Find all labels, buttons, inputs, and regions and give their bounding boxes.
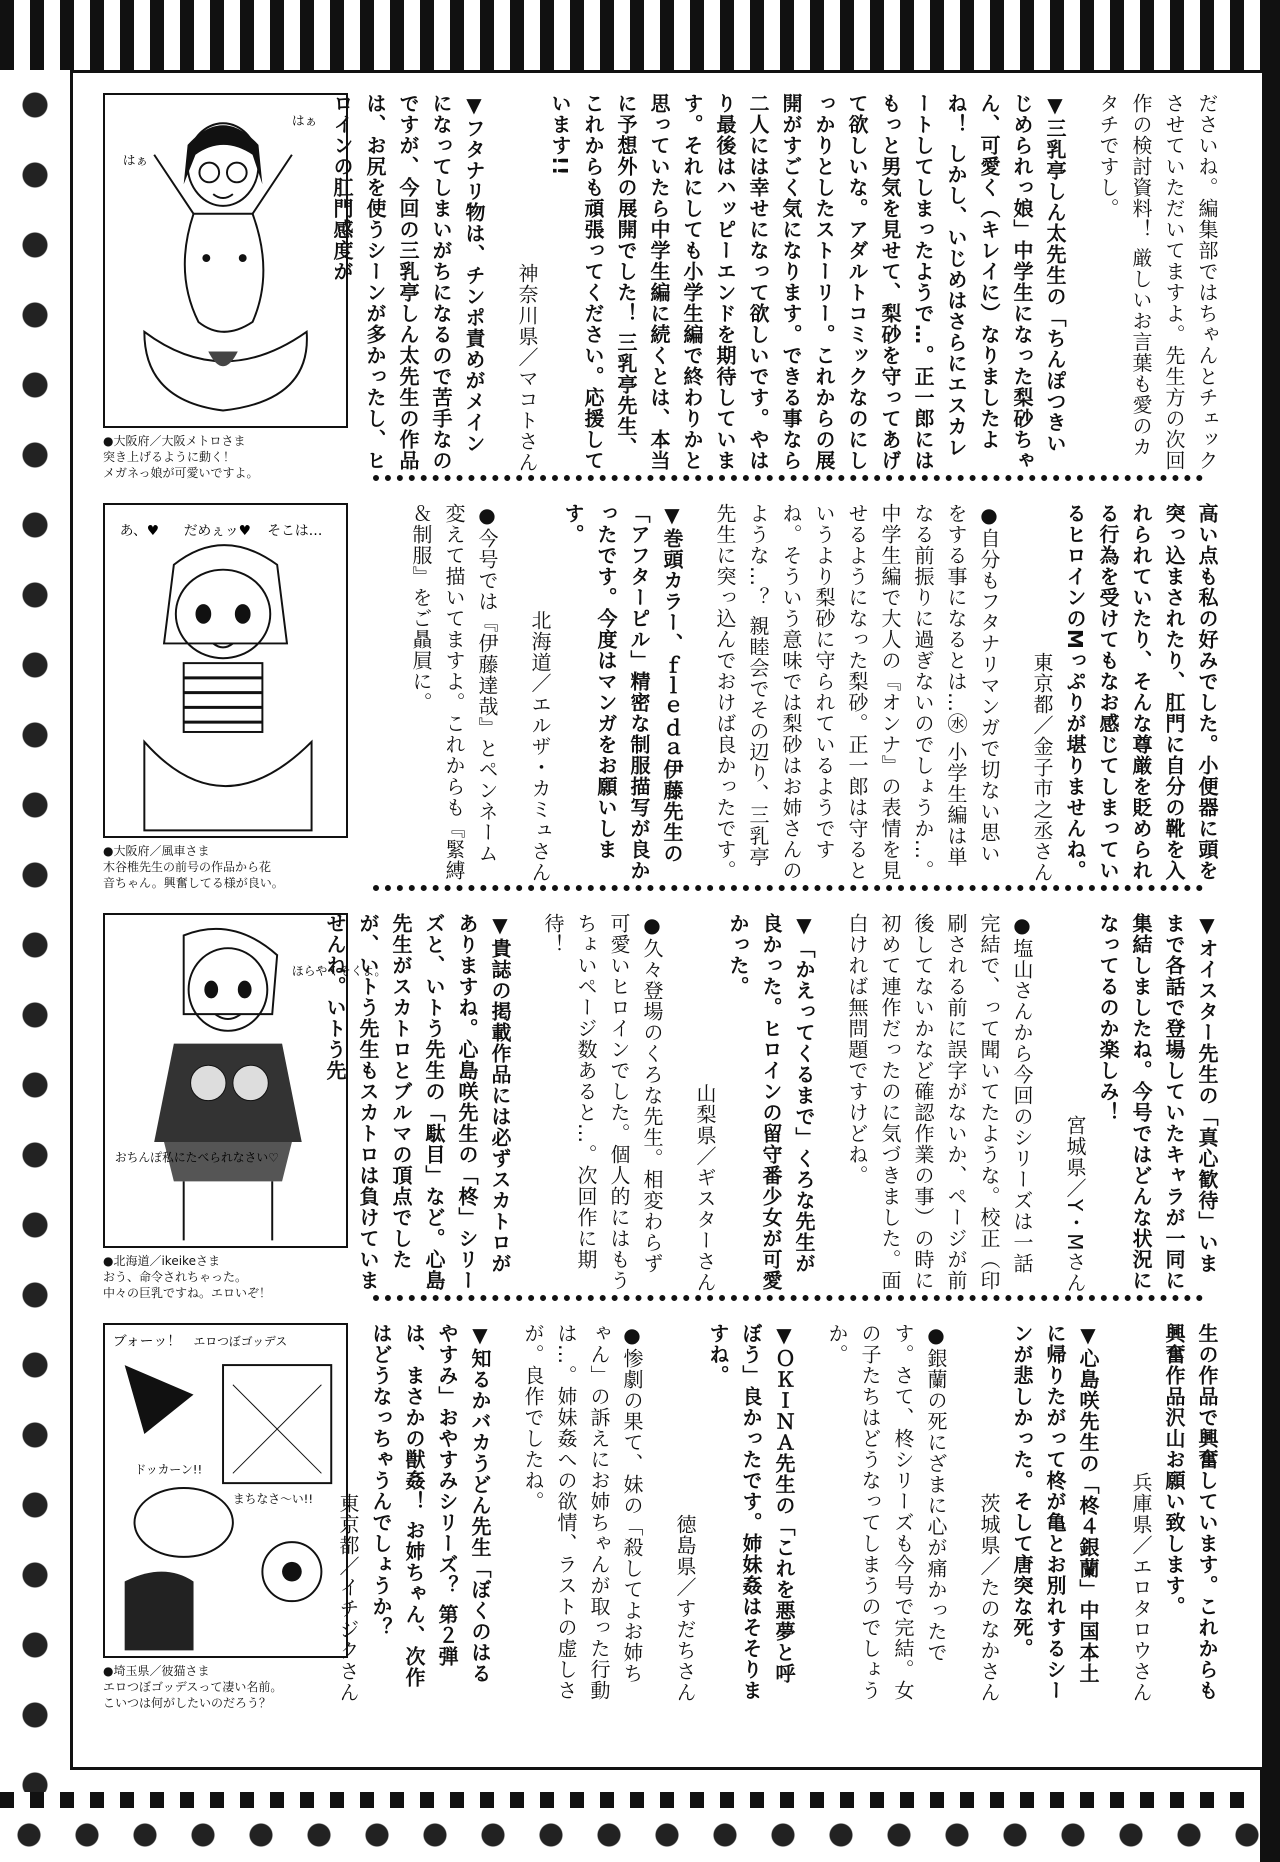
illustration-art <box>105 95 346 426</box>
art-sfx-2: エロつぼゴッデス <box>193 1334 288 1349</box>
dotted-divider <box>373 475 1203 481</box>
illustration-art <box>105 1325 346 1656</box>
letter-entry <box>1058 913 1223 1293</box>
letter-entry <box>510 93 1071 473</box>
letter-entry <box>318 913 516 1293</box>
letters-row-1 <box>103 93 1243 483</box>
letter-entry <box>331 1323 496 1703</box>
left-dot-border <box>0 0 70 1862</box>
letter-text: ▼知るかバカうどん先生「ぼくのはるやすみ」おやすみシリーズ？ 第２弾は、まさかの獣姦！ お姉ちゃん、次作はどうなっちゃうんでしょうか？ <box>369 1323 492 1688</box>
letter-text: ●惨劇の果て、妹の「殺してよお姉ちゃん」の訴えにお姉ちゃんが取った行動は…。姉妹姦への欲情、ラストの虚しさが。良作でしたね。 <box>521 1323 644 1701</box>
letter-text: ▼フタナリ物は、チンポ責めがメインになってしまいがちになるので苦手なのですが、今回の三乳亭しん太先生の作品は、お尻を使うシーンが多かったし、ヒロインの肛門感度が <box>330 93 486 471</box>
illustration-caption <box>103 843 353 891</box>
caption-line: おう、命令されちゃった。 <box>103 1270 248 1284</box>
letters-text-block <box>388 503 1243 883</box>
letter-entry <box>325 93 490 473</box>
letter-entry <box>516 1323 648 1703</box>
letter-signature: 宮城県／Y・Mさん <box>1063 1114 1087 1293</box>
letter-signature: 徳島県／すだちさん <box>673 1514 697 1703</box>
letters-page <box>70 70 1265 1770</box>
bottom-dot-border <box>0 1808 1280 1862</box>
art-sfx-1: はぁ <box>122 153 149 169</box>
letter-text: 高い点も私の好みでした。小便器に頭を突っ込まされたり、肛門に自分の靴を入れられていたり、そんな尊厳を貶められる行為を受けてもなお感じてしまっているヒロインのMっぷりが堪りませんね。 <box>1063 503 1219 881</box>
reader-illustration-kanon <box>103 503 348 838</box>
letter-signature: 山梨県／ギスターさん <box>693 1083 717 1293</box>
caption-line: 木谷椎先生の前号の作品から花 <box>103 860 272 874</box>
letter-entry <box>1091 93 1223 473</box>
caption-line: 中々の巨乳ですね。エロいぞ！ <box>103 1286 272 1300</box>
letter-text: ▼「かえってくるまで」くろな先生が良かった。ヒロインの留守番少女が可愛かった。 <box>726 913 816 1291</box>
letter-entry <box>1025 503 1223 883</box>
caption-line: こいつは何がしたいのだろう？ <box>103 1696 272 1710</box>
letter-text: ▼ＯＫＩＮＡ先生の「これを悪夢と呼ぼう」良かったです。姉妹姦はそそりますね。 <box>706 1323 796 1701</box>
letter-signature: 東京都／イチジクさん <box>336 1493 360 1703</box>
reader-illustration-glasses-girl <box>103 93 348 428</box>
letters-row-3 <box>103 913 1243 1303</box>
letter-text: ▼三乳亭しん太先生の「ちんぽつきいじめられっ娘」中学生になった梨砂ちゃん、可愛く（キレイに）なりましたよね！ しかし、いじめはさらにエスカレートしてしまったようで…。正一郎にはもっと男気を見せて、梨砂を守ってあげて欲しいな。アダルトコミックなのにしっかりとしたストーリー。これからの展開がすごく気になります。できる事なら二人には幸せになって欲しいです。やはり最後はハッピーエンドを期待しています。それにしても小学生編で終わりかと思っていたら中学生編に続くとは、本当に予想外の展開でした！ 三乳亭先生、これからも頑張ってください。応援しています!! <box>548 93 1067 471</box>
letter-text: ▼オイスター先生の「真心歓待」いままで各話で登場していたキャラが一同に集結しましたね。今号ではどんな状況になってるのか楽しみ！ <box>1096 913 1219 1291</box>
letter-entry <box>1124 1323 1223 1703</box>
letter-entry <box>688 913 820 1293</box>
illustration-art <box>105 915 387 1246</box>
illustration-caption <box>103 1663 353 1711</box>
art-sfx-4: まちなさ〜い!! <box>232 1491 314 1506</box>
letter-text: ●自分もフタナリマンガで切ない思いをする事になるとは…㊌ 小学生編は単なる前振りに過ぎないのでしょうか…。中学生編で大人の『オンナ』の表情を見せるようになった梨砂。正一郎は守るというより梨砂に守られているようですね。そういう意味では梨砂はお姉さんのような…？ 親睦会でその辺り、三乳亭先生に突っ込んでおけば良かったです。 <box>713 503 1001 881</box>
caption-line: エロつぼゴッデスって凄い名前。 <box>103 1680 283 1694</box>
letter-signature: 東京都／金子市之丞さん <box>1030 652 1054 883</box>
caption-line: 音ちゃん。興奮してる様が良い。 <box>103 876 284 890</box>
art-sfx-1: ブォーッ！ <box>112 1333 182 1350</box>
letter-signature: 神奈川県／マコトさん <box>515 263 539 473</box>
letter-signature: 北海道／エルザ・カミュさん <box>528 610 552 883</box>
letter-entry <box>840 913 1038 1293</box>
art-sfx-3: ドッカーン!! <box>134 1462 203 1477</box>
letter-signature: 茨城県／たのなかさん <box>977 1493 1001 1703</box>
letters-text-block <box>336 1323 1243 1703</box>
letter-text: ▼心島咲先生の「柊４銀蘭」中国本土に帰りたがって柊が亀とお別れするシーンが悲しかった。そして唐突な死。 <box>1010 1323 1100 1701</box>
art-sfx-2: だめぇッ♥ <box>183 523 251 540</box>
dotted-divider <box>373 1295 1203 1301</box>
dotted-divider <box>373 885 1203 891</box>
letter-entry <box>820 1323 952 1703</box>
reader-illustration-big-bust <box>103 913 387 1248</box>
letter-text: ▼巻頭カラー、ｆｌｅｄａ伊藤先生の「アフターピル」精密な制服描写が良かったです。今度はマンガをお願いします。 <box>561 503 684 881</box>
letter-entry <box>972 1323 1104 1703</box>
letter-text: ▼貴誌の掲載作品には必ずスカトロがありますね。心島咲先生の「柊」シリーズと、いトう先生の「駄目」など。心島先生がスカトロとブルマの頂点でしたが、いトう先生もスカトロは負けていませんね。いトう先 <box>323 913 512 1291</box>
caption-line: ●大阪府／風車さま <box>103 844 210 858</box>
letter-entry <box>668 1323 800 1703</box>
letter-text: ●久々登場のくろな先生。相変わらず可愛いヒロインでした。個人的にはもうちょいページ数あると…。次回作に期待！ <box>541 913 664 1291</box>
illustration-caption <box>103 433 353 481</box>
letter-text: 生の作品で興奮しています。これからも興奮作品沢山お願い致します。 <box>1162 1323 1219 1701</box>
caption-line: 突き上げるように動く！ <box>103 450 236 464</box>
art-sfx-1: ほらやくそくよ。 <box>291 963 387 978</box>
letter-entry <box>404 503 503 883</box>
art-sfx-2: はぁ <box>291 114 318 130</box>
reader-illustration-ero-tsubo-goddess <box>103 1323 348 1658</box>
illustration-art <box>105 505 346 836</box>
letter-text: ●塩山さんから今回のシリーズは一話完結で、って聞いてたような。校正（印刷される前に誤字がないか、ページが前後してないかなど確認作業の事）の時に初めて連作だったのに気づきました。面白ければ無問題ですけどね。 <box>845 913 1034 1291</box>
letters-row-4 <box>103 1323 1243 1713</box>
illustration-caption <box>103 1253 353 1301</box>
art-sfx-1: あ、♥ <box>119 523 160 540</box>
letter-entry <box>536 913 668 1293</box>
art-sfx-3: そこは… <box>267 523 323 540</box>
caption-line: メガネっ娘が可愛いですよ。 <box>103 466 259 480</box>
letter-text: ●今号では『伊藤達哉』とペンネーム変えて描いてますよ。これからも『緊縛＆制服』をご贔屓に。 <box>409 503 499 881</box>
art-sfx-2: おちんぽ私にたべられなさい♡ <box>114 1150 279 1165</box>
top-stripe-border <box>0 0 1280 70</box>
letter-signature: 兵庫県／エロタロウさん <box>1129 1472 1153 1703</box>
letters-text-block <box>330 93 1243 473</box>
caption-line: ●埼玉県／彼猫さま <box>103 1664 210 1678</box>
letter-entry <box>708 503 1005 883</box>
letters-row-2 <box>103 503 1243 893</box>
caption-line: ●北海道／ikeikeさま <box>103 1254 220 1268</box>
letter-text: ださいね。編集部ではちゃんとチェックさせていただいてますよ。先生方の次回作の検討資料！ 厳しいお言葉も愛のカタチですし。 <box>1096 93 1219 471</box>
letter-text: ●銀蘭の死にざまに心が痛かったです。さて、柊シリーズも今号で完結。女の子たちはどうなってしまうのでしょうか。 <box>825 1323 948 1701</box>
caption-line: ●大阪府／大阪メトロさま <box>103 434 246 448</box>
letter-entry <box>523 503 688 883</box>
